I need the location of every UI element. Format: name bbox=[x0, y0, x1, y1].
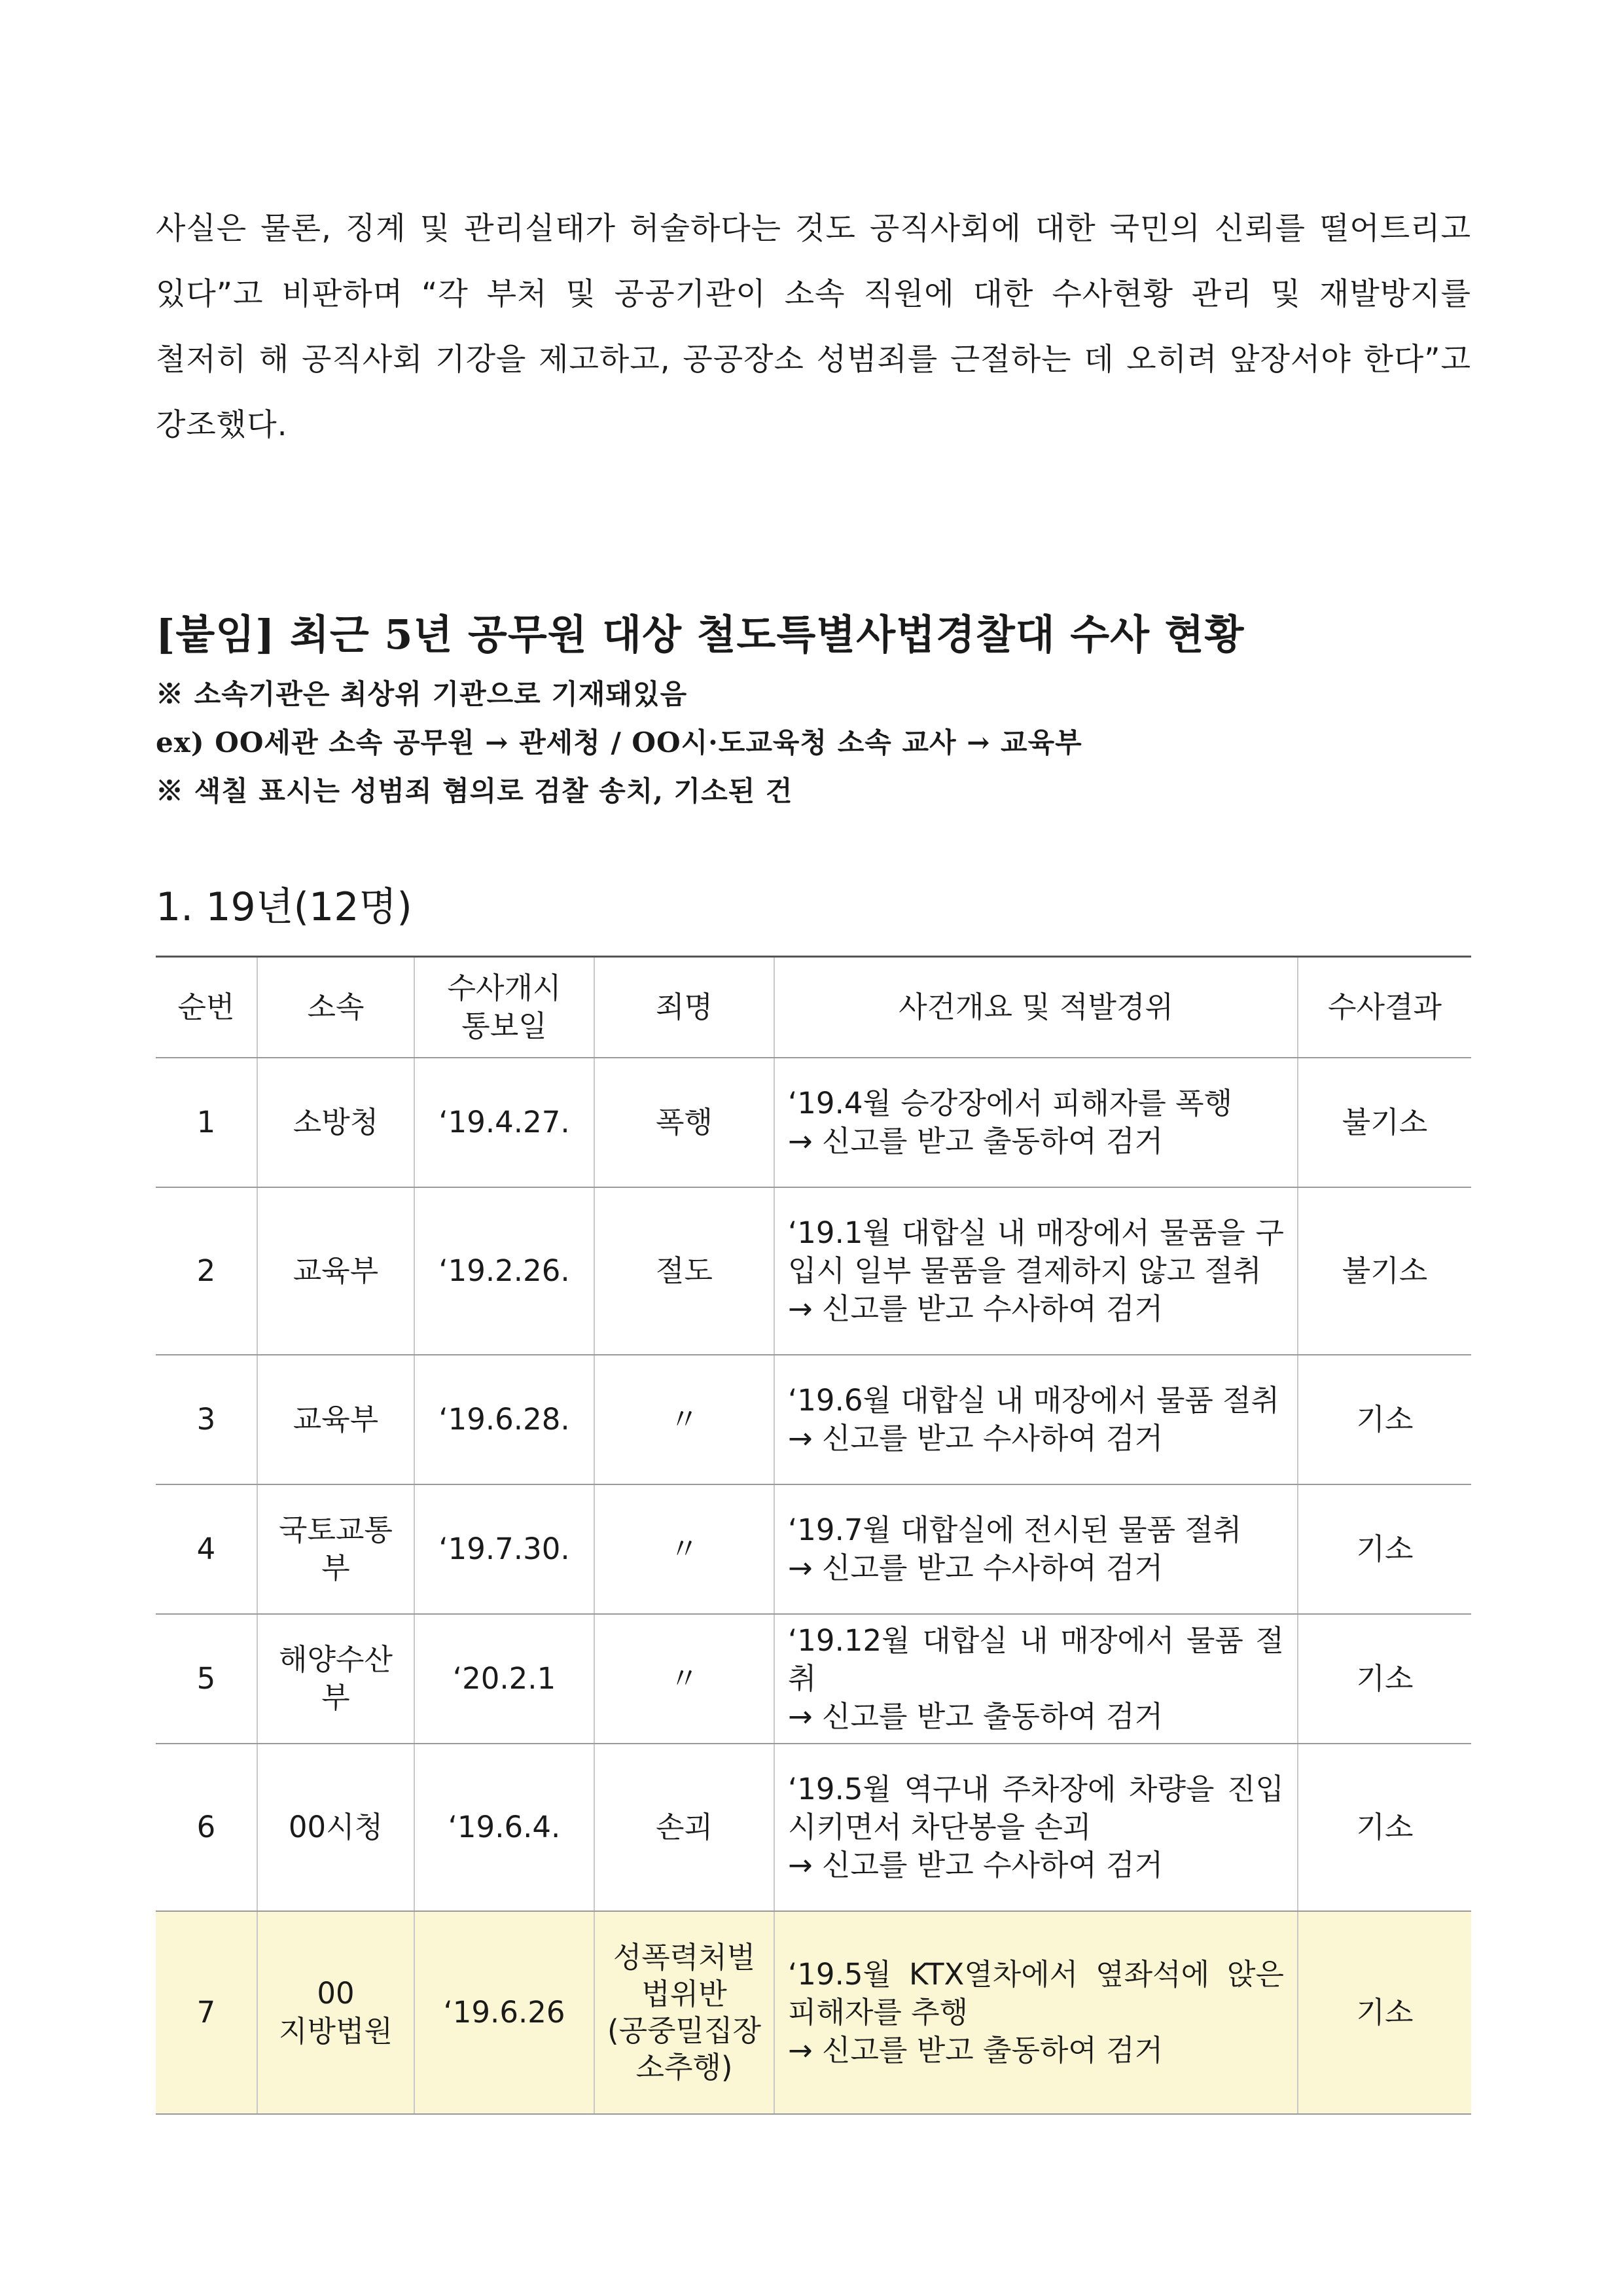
section-title: 1. 19년(12명) bbox=[156, 884, 412, 930]
cell-crime: 절도 bbox=[594, 1187, 774, 1355]
cell-agency: 소방청 bbox=[257, 1058, 414, 1187]
cell-result: 불기소 bbox=[1298, 1058, 1471, 1187]
attachment-title: [붙임] 최근 5년 공무원 대상 철도특별사법경찰대 수사 현황 bbox=[156, 611, 1245, 658]
header-date: 수사개시 통보일 bbox=[414, 957, 594, 1058]
cell-result: 불기소 bbox=[1298, 1187, 1471, 1355]
header-summary: 사건개요 및 적발경위 bbox=[774, 957, 1298, 1058]
cell-crime: 손괴 bbox=[594, 1744, 774, 1911]
cell-date: ‘19.2.26. bbox=[414, 1187, 594, 1355]
attachment-block bbox=[156, 609, 1471, 816]
intro-paragraph: 사실은 물론, 징계 및 관리실태가 허술하다는 것도 공직사회에 대한 국민의 신뢰를 떨어트리고 있다”고 비판하며 “각 부처 및 공공기관이 소속 직원에 대한 수사현황 관리 및 재발방지를 철저히 해 공직사회 기강을 제고하고, 공공장소 성범죄를 근절하는 데 오히려 앞장서야 한다”고 강조했다. bbox=[156, 211, 1471, 443]
header-result: 수사결과 bbox=[1298, 957, 1471, 1058]
summary-line: → 신고를 받고 출동하여 검거 bbox=[788, 1124, 1164, 1158]
attachment-note: ※ 소속기관은 최상위 기관으로 기재돼있음 bbox=[156, 678, 688, 710]
cell-crime: 〃 bbox=[594, 1614, 774, 1744]
summary-line: → 신고를 받고 수사하여 검거 bbox=[788, 1291, 1164, 1326]
cell-date: ‘20.2.1 bbox=[414, 1614, 594, 1744]
cell-summary bbox=[774, 1355, 1298, 1484]
summary-line: ‘19.1월 대합실 내 매장에서 물품을 구입시 일부 물품을 결제하지 않고 절취 bbox=[788, 1215, 1284, 1288]
summary-line: ‘19.12월 대합실 내 매장에서 물품 절취 bbox=[788, 1623, 1284, 1696]
summary-line: → 신고를 받고 수사하여 검거 bbox=[788, 1848, 1164, 1882]
cell-agency: 국토교통부 bbox=[257, 1484, 414, 1614]
cell-no: 7 bbox=[156, 1911, 257, 2114]
header-no: 순번 bbox=[156, 957, 257, 1058]
table-row bbox=[156, 1484, 1471, 1614]
cell-result: 기소 bbox=[1298, 1484, 1471, 1614]
cell-summary bbox=[774, 1187, 1298, 1355]
cell-result: 기소 bbox=[1298, 1355, 1471, 1484]
cell-agency: 교육부 bbox=[257, 1187, 414, 1355]
table-header-row bbox=[156, 957, 1471, 1058]
cell-result: 기소 bbox=[1298, 1744, 1471, 1911]
cell-agency: 00 지방법원 bbox=[257, 1911, 414, 2114]
cell-result: 기소 bbox=[1298, 1614, 1471, 1744]
cell-agency: 교육부 bbox=[257, 1355, 414, 1484]
cell-summary bbox=[774, 1484, 1298, 1614]
table-row-highlighted bbox=[156, 1911, 1471, 2114]
cell-crime: 폭행 bbox=[594, 1058, 774, 1187]
cell-no: 1 bbox=[156, 1058, 257, 1187]
table-row bbox=[156, 1187, 1471, 1355]
cell-crime: 〃 bbox=[594, 1355, 774, 1484]
summary-line: → 신고를 받고 출동하여 검거 bbox=[788, 1699, 1164, 1734]
attachment-note: ex) OO세관 소속 공무원 → 관세청 / OO시·도교육청 소속 교사 → 교육부 bbox=[156, 726, 1082, 759]
cell-summary bbox=[774, 1744, 1298, 1911]
cell-date: ‘19.4.27. bbox=[414, 1058, 594, 1187]
header-agency: 소속 bbox=[257, 957, 414, 1058]
cell-no: 5 bbox=[156, 1614, 257, 1744]
summary-line: ‘19.7월 대합실에 전시된 물품 절취 bbox=[788, 1513, 1242, 1547]
table-row bbox=[156, 1355, 1471, 1484]
cell-summary bbox=[774, 1058, 1298, 1187]
document-page bbox=[156, 196, 1471, 2115]
cell-no: 2 bbox=[156, 1187, 257, 1355]
cell-crime: 성폭력처벌법위반 (공중밀집장소추행) bbox=[594, 1911, 774, 2114]
investigation-table bbox=[156, 956, 1471, 2115]
header-crime: 죄명 bbox=[594, 957, 774, 1058]
summary-line: ‘19.4월 승강장에서 피해자를 폭행 bbox=[788, 1086, 1233, 1121]
cell-agency: 해양수산부 bbox=[257, 1614, 414, 1744]
cell-date: ‘19.7.30. bbox=[414, 1484, 594, 1614]
summary-line: → 신고를 받고 수사하여 검거 bbox=[788, 1551, 1164, 1585]
cell-date: ‘19.6.26 bbox=[414, 1911, 594, 2114]
summary-line: → 신고를 받고 수사하여 검거 bbox=[788, 1421, 1164, 1456]
table-row bbox=[156, 1744, 1471, 1911]
summary-line: ‘19.6월 대합실 내 매장에서 물품 절취 bbox=[788, 1383, 1280, 1418]
cell-summary bbox=[774, 1911, 1298, 2114]
summary-line: ‘19.5월 KTX열차에서 옆좌석에 앉은 피해자를 추행 bbox=[788, 1957, 1284, 2030]
cell-date: ‘19.6.28. bbox=[414, 1355, 594, 1484]
cell-no: 3 bbox=[156, 1355, 257, 1484]
cell-date: ‘19.6.4. bbox=[414, 1744, 594, 1911]
table-row bbox=[156, 1058, 1471, 1187]
cell-no: 6 bbox=[156, 1744, 257, 1911]
cell-crime: 〃 bbox=[594, 1484, 774, 1614]
attachment-note: ※ 색칠 표시는 성범죄 혐의로 검찰 송치, 기소된 건 bbox=[156, 775, 793, 807]
cell-result: 기소 bbox=[1298, 1911, 1471, 2114]
cell-agency: 00시청 bbox=[257, 1744, 414, 1911]
summary-line: → 신고를 받고 출동하여 검거 bbox=[788, 2033, 1164, 2068]
cell-no: 4 bbox=[156, 1484, 257, 1614]
cell-summary bbox=[774, 1614, 1298, 1744]
summary-line: ‘19.5월 역구내 주차장에 차량을 진입시키면서 차단봉을 손괴 bbox=[788, 1772, 1284, 1844]
table-row bbox=[156, 1614, 1471, 1744]
